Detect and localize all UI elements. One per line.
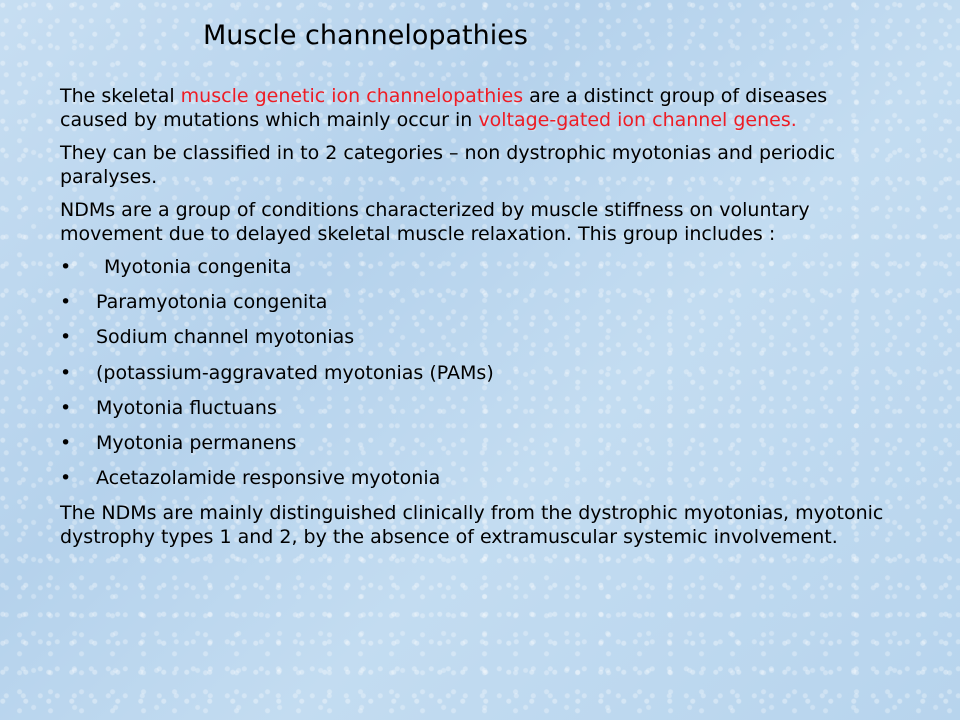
bullet-icon: • bbox=[60, 361, 72, 384]
list-item bbox=[60, 325, 900, 349]
intro-text-2: are a distinct group of diseases caused by mutations which mainly occur in bbox=[60, 85, 828, 131]
paragraph-categories: They can be classified in to 2 categories – non dystrophic myotonias and periodic paralyses. bbox=[60, 142, 836, 188]
bullet-icon: • bbox=[60, 326, 72, 349]
bullet-icon: • bbox=[60, 291, 72, 314]
slide-title: Muscle channelopathies bbox=[203, 20, 528, 51]
paragraph-conclusion: The NDMs are mainly distinguished clinically from the dystrophic myotonias, myotonic dystrophy types 1 and 2, by the absence of extramuscular systemic involvement. bbox=[60, 502, 884, 549]
paragraph-intro bbox=[60, 84, 900, 132]
list-item bbox=[60, 290, 900, 314]
list-item bbox=[60, 466, 900, 490]
list-item-label: Paramyotonia congenita bbox=[96, 291, 328, 314]
list-item-label: (potassium-aggravated myotonias (PAMs) bbox=[96, 361, 494, 384]
list-item bbox=[60, 396, 900, 420]
intro-text-1: The skeletal bbox=[60, 85, 181, 107]
paragraph-ndm-definition: NDMs are a group of conditions characterized by muscle stiffness on voluntary movement due to delayed skeletal muscle relaxation. This group includes : bbox=[60, 199, 810, 245]
intro-highlight-voltage-gated: voltage-gated ion channel genes. bbox=[478, 109, 797, 131]
list-item-label: Myotonia congenita bbox=[104, 256, 292, 278]
bullet-icon: • bbox=[60, 467, 72, 490]
list-item bbox=[60, 255, 900, 279]
intro-highlight-channelopathies: muscle genetic ion channelopathies bbox=[180, 85, 524, 107]
list-item-label: Sodium channel myotonias bbox=[96, 326, 355, 349]
bullet-icon: • bbox=[60, 256, 72, 278]
list-item-label: Acetazolamide responsive myotonia bbox=[96, 467, 441, 490]
slide-body bbox=[60, 84, 900, 558]
bullet-icon: • bbox=[60, 431, 72, 454]
list-item bbox=[60, 431, 900, 455]
ndm-list bbox=[60, 255, 900, 490]
bullet-icon: • bbox=[60, 396, 72, 419]
list-item bbox=[60, 361, 900, 385]
list-item-label: Myotonia fluctuans bbox=[96, 396, 277, 419]
list-item-label: Myotonia permanens bbox=[96, 431, 297, 454]
